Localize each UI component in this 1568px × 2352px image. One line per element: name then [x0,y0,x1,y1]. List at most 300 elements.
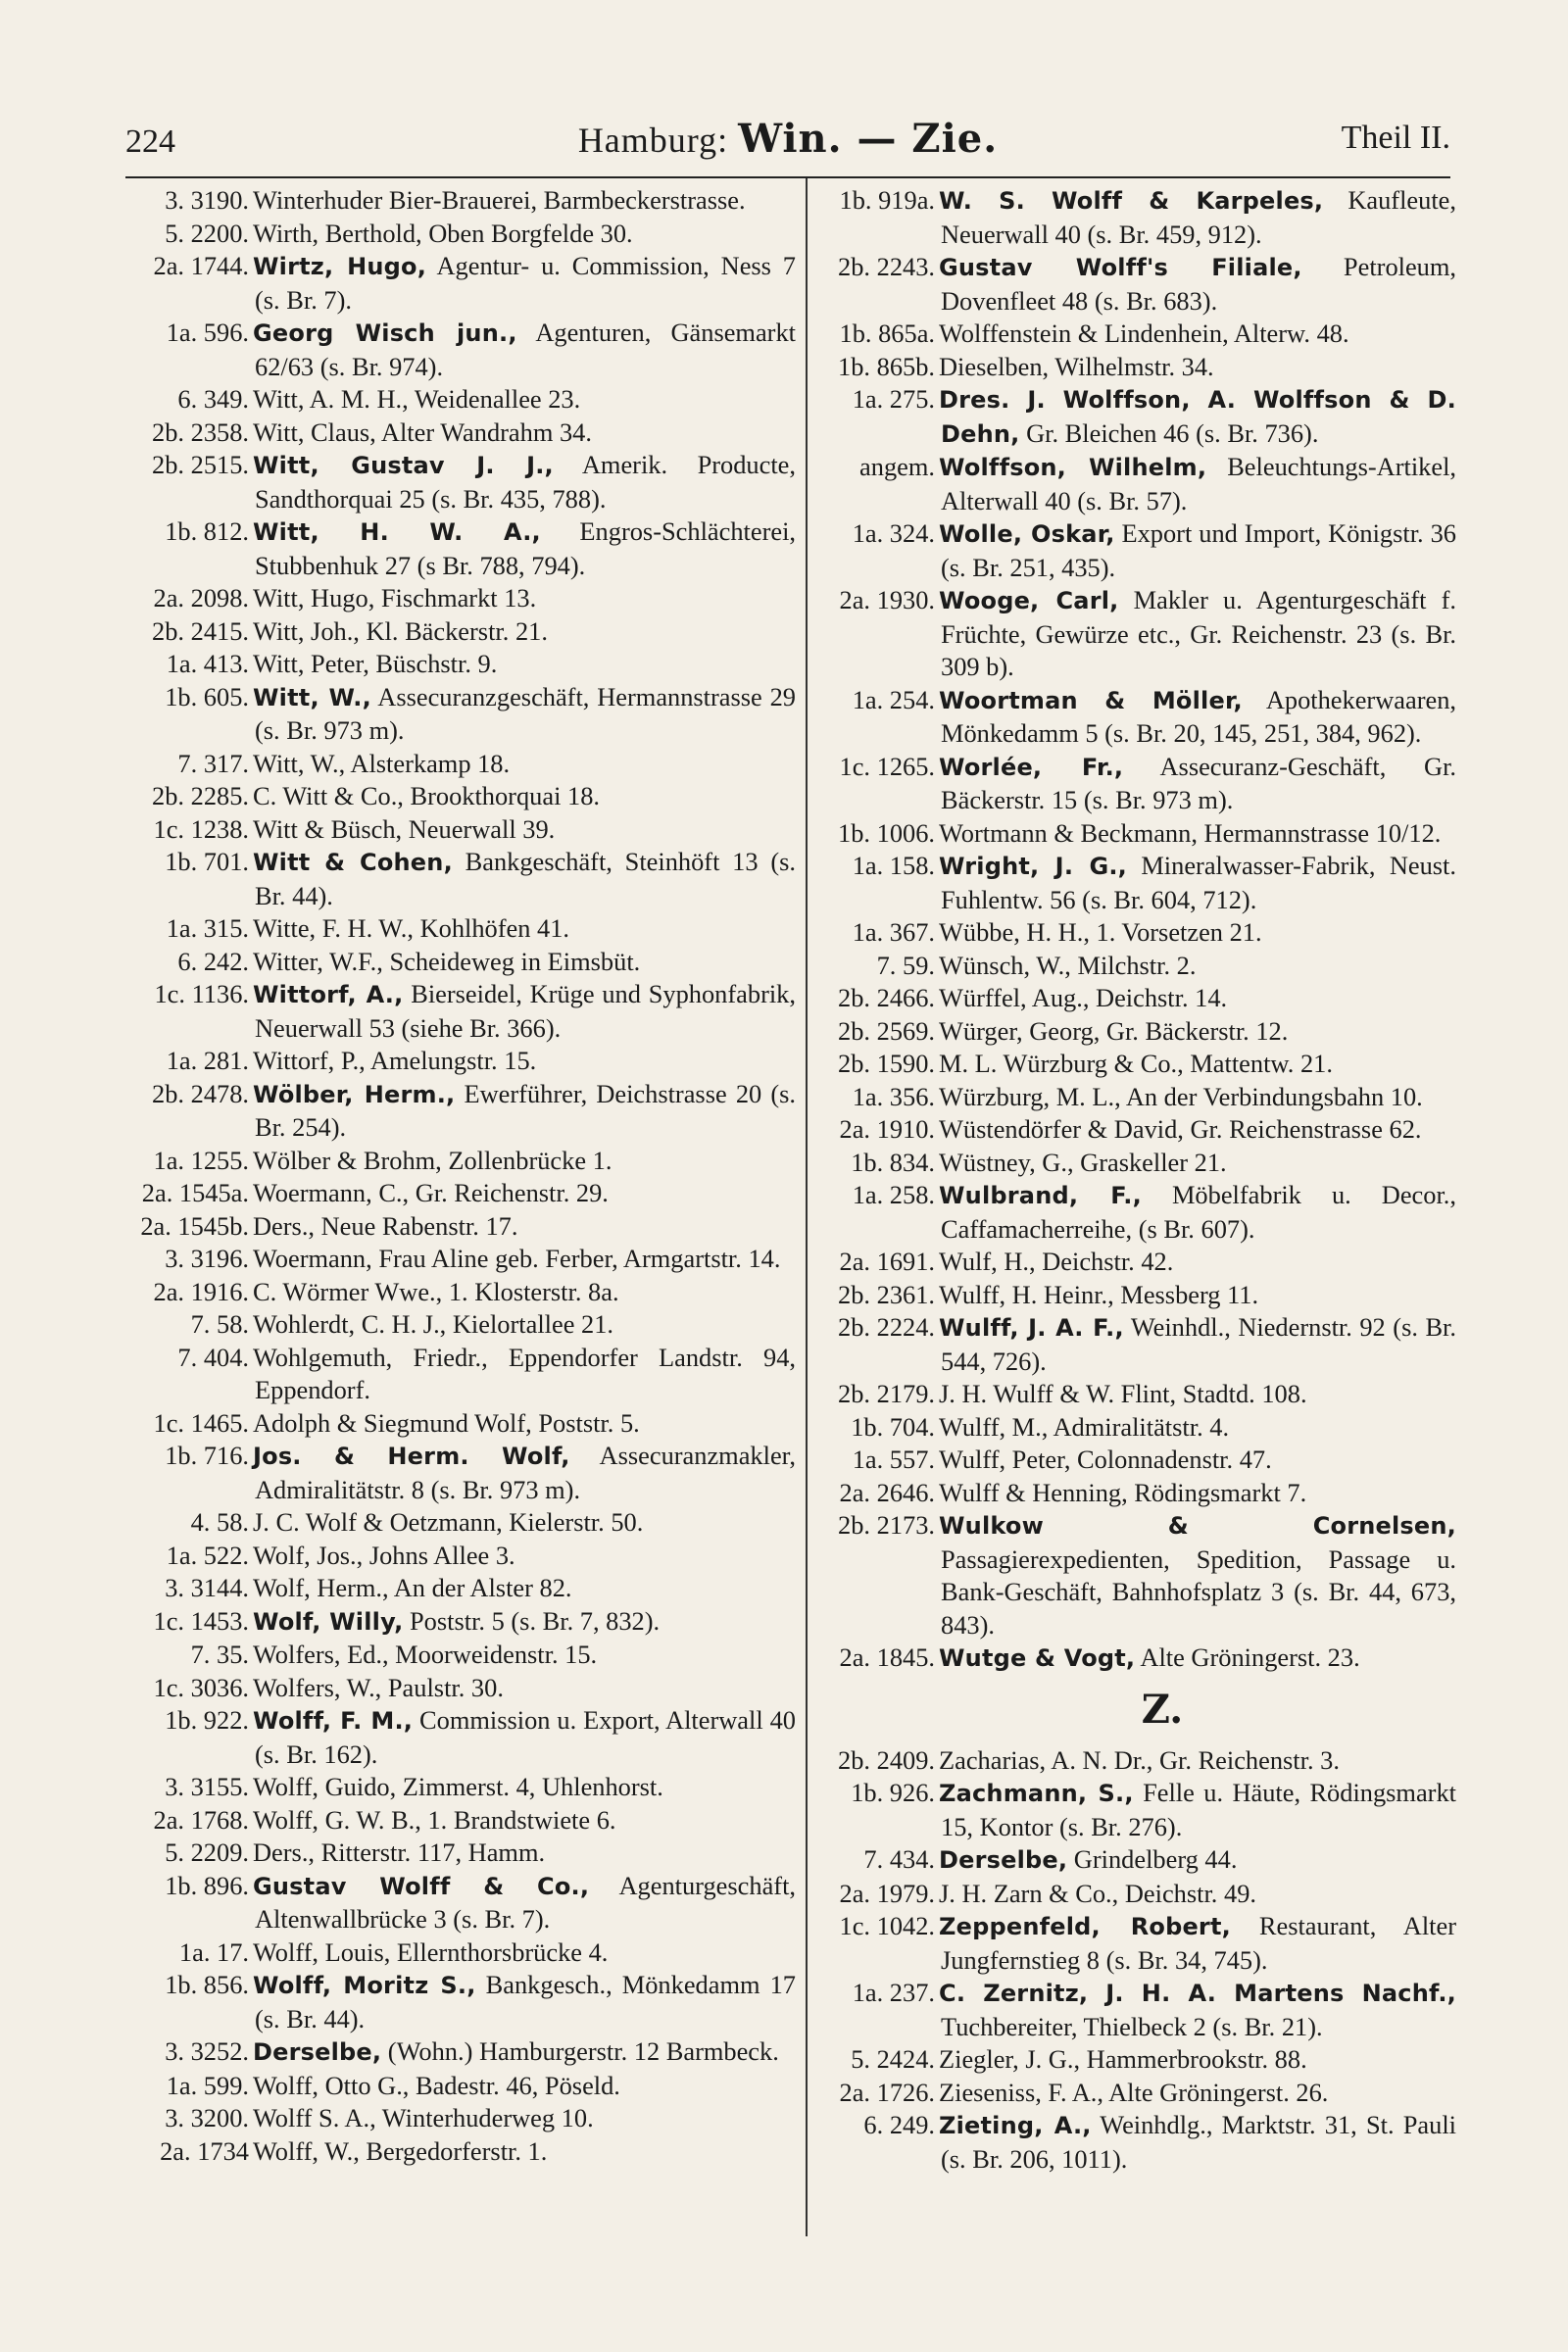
telephone-number: 1a. 324. [852,518,935,548]
directory-entry [809,1777,1456,1843]
firm-name: Derselbe, [939,1846,1068,1874]
telephone-number: 1a. 258. [852,1180,935,1209]
directory-entry [120,1936,796,1970]
entry-text: Würger, Georg, Gr. Bäckerstr. 12. [939,1015,1289,1046]
telephone-number: 7. 58. [190,1309,249,1339]
header-rule [125,176,1450,178]
directory-entry [809,1015,1456,1049]
telephone-number: 1b. 605. [165,681,249,711]
directory-entry [809,1509,1456,1642]
firm-name: Zachmann, S., [939,1780,1134,1807]
firm-name: Wirtz, Hugo, [253,253,427,280]
entry-text: Wolfers, Ed., Moorweidenstr. 15. [253,1640,598,1669]
directory-entry [809,1048,1456,1081]
telephone-number: 1a. 557. [852,1445,935,1474]
telephone-number: 2a. 1545a. [141,1178,249,1207]
directory-entry [809,1081,1456,1114]
directory-entry [809,916,1456,950]
telephone-number: 2a. 1734 [160,2135,249,2166]
entry-text: Wolff S. A., Winterhuderweg 10. [253,2103,594,2132]
entry-text: Tuchbereiter, Thielbeck 2 (s. Br. 21). [941,2011,1323,2041]
directory-entry [120,1605,796,1640]
entry-text: Wohlerdt, C. H. J., Kielortallee 21. [253,1309,613,1339]
telephone-number: 1a. 237. [852,1978,935,2007]
directory-entry [120,1572,796,1605]
telephone-number: 2b. 1590. [838,1049,935,1078]
entry-text: Agenturgeschäft, Altenwallbrücke 3 (s. Br. 7). [255,1870,796,1934]
entry-text: Witt, W., Alsterkamp 18. [253,748,511,778]
entry-text: Zieseniss, F. A., Alte Gröningerst. 26. [939,2077,1329,2107]
entry-text: J. H. Wulff & W. Flint, Stadtd. 108. [939,1379,1307,1408]
entry-text: Wolff, W., Bergedorferstr. 1. [253,2135,548,2166]
directory-entry [809,1977,1456,2043]
entry-text: Wulff, H. Heinr., Messberg 11. [939,1279,1259,1309]
directory-entry [120,1870,796,1936]
entry-text: Ziegler, J. G., Hammerbrookstr. 88. [939,2044,1307,2074]
telephone-number: 3. 3155. [165,1772,249,1801]
entry-text: Mineralwasser-Fabrik, Neust. Fuhlentw. 56 (s. Br. 604, 712). [941,851,1456,914]
directory-entry [120,1440,796,1506]
entry-text: Wüstendörfer & David, Gr. Reichenstrasse 62. [939,1114,1422,1144]
section-letter-z: Z. [1141,1686,1184,1733]
directory-entry [120,515,796,582]
directory-entry [120,1804,796,1838]
entry-text: Amerik. Producte, Sandthorquai 25 (s. Br. 435, 788). [255,450,796,514]
telephone-number: 1b. 812. [165,516,249,546]
directory-entry [120,1177,796,1210]
entry-text: C. Witt & Co., Brookthorquai 18. [253,781,600,810]
directory-entry [809,751,1456,817]
directory-entry [809,383,1456,451]
directory-entry [809,1279,1456,1312]
directory-entry [809,451,1456,517]
firm-name: Witt, Gustav J. J., [253,452,554,479]
entry-text: Wüstney, G., Graskeller 21. [939,1147,1227,1177]
directory-entry [809,982,1456,1015]
directory-entry [809,950,1456,983]
telephone-number: 2b. 2515. [152,450,249,479]
telephone-number: 2b. 2409. [838,1744,935,1775]
telephone-number: 1b. 834. [851,1147,935,1177]
directory-entry [120,218,796,251]
telephone-number: 2a. 1930. [839,585,935,614]
entry-text: Wolff, Otto G., Badestr. 46, Pöseld. [253,2070,620,2100]
directory-entry [809,1113,1456,1147]
directory-entry [809,184,1456,251]
entry-text: Witte, F. H. W., Kohlhöfen 41. [253,913,570,943]
firm-name: Wölber, Herm., [253,1080,456,1108]
telephone-number: 2b. 2478. [152,1078,249,1108]
firm-name: Wulbrand, F., [939,1182,1142,1209]
entry-text: Bankgesch., Mönkedamm 17 (s. Br. 44). [255,1970,797,2034]
left-column [120,184,796,2168]
directory-entry [809,1910,1456,1977]
telephone-number: 1a. 599. [166,2070,249,2100]
entry-text: Wübbe, H. H., 1. Vorsetzen 21. [939,917,1262,947]
firm-name: Jos. & Herm. Wolf, [253,1443,570,1470]
entry-text: Kaufleute, Neuerwall 40 (s. Br. 459, 912). [941,185,1456,249]
directory-entry [809,1878,1456,1911]
entry-text: Witt, Hugo, Fischmarkt 13. [253,583,537,612]
telephone-number: 2b. 2173. [838,1510,935,1540]
telephone-number: 1a. 158. [852,851,935,880]
telephone-number: 2a. 2098. [153,583,249,612]
telephone-number: 2a. 1691. [839,1247,935,1276]
directory-entry [809,251,1456,318]
telephone-number: 1c. 1238. [153,813,249,844]
entry-text: Wolffenstein & Lindenhein, Alterw. 48. [939,318,1349,348]
directory-entry [120,978,796,1045]
entry-text: Witt, Claus, Alter Wandrahm 34. [253,416,592,447]
directory-entry [120,1771,796,1804]
firm-name: W. S. Wolff & Karpeles, [939,187,1324,215]
telephone-number: 2b. 2358. [152,416,249,447]
telephone-number: 1b. 856. [165,1970,249,1999]
firm-name: C. Zernitz, J. H. A. Martens Nachf., [939,1980,1456,2007]
directory-entry [120,813,796,847]
right-column-z-entries [809,1744,1456,2177]
firm-name: Wutge & Vogt, [939,1644,1136,1672]
entry-text: Gr. Bleichen 46 (s. Br. 736). [1019,417,1319,448]
telephone-number: 3. 3144. [165,1573,249,1602]
directory-entry [120,1342,796,1407]
entry-text: Alte Gröningerst. 23. [1135,1642,1360,1672]
entry-text: Zacharias, A. N. Dr., Gr. Reichenstr. 3. [939,1744,1340,1775]
directory-entry [809,1744,1456,1778]
directory-entry [809,1246,1456,1279]
entry-text: Wolff, Louis, Ellernthorsbrücke 4. [253,1936,609,1967]
entry-text: Commission u. Export, Alterwall 40 (s. Br. 162). [255,1705,796,1769]
directory-entry [120,184,796,218]
telephone-number: 1a. 522. [166,1540,249,1570]
directory-entry [809,850,1456,916]
telephone-number: 4. 58. [190,1507,249,1537]
directory-entry [120,1210,796,1244]
telephone-number: 2a. 1726. [839,2077,935,2107]
right-column-w-entries [809,184,1456,1676]
running-title-city: Hamburg: [577,121,729,160]
telephone-number: 3. 3200. [165,2103,249,2132]
telephone-number: 6. 249. [863,2110,935,2139]
entry-text: Wolfers, W., Paulstr. 30. [253,1672,504,1702]
directory-entry [809,2109,1456,2176]
directory-entry [809,1147,1456,1180]
part-label: Theil II. [1341,120,1450,156]
telephone-number: 3. 3252. [165,2036,249,2066]
firm-name: Zeppenfeld, Robert, [939,1913,1231,1940]
directory-entry [809,2043,1456,2077]
telephone-number: 2a. 1744. [153,251,249,280]
telephone-number: 1a. 281. [166,1046,249,1075]
telephone-number: 2b. 2415. [152,615,249,646]
entry-text: M. L. Würzburg & Co., Mattentw. 21. [939,1049,1333,1078]
firm-name: Georg Wisch jun., [253,319,517,347]
firm-name: Wolff, F. M., [253,1707,414,1735]
firm-name: Witt, H. W. A., [253,518,541,546]
directory-entry [120,780,796,813]
directory-entry [809,1311,1456,1378]
directory-entry [809,1477,1456,1510]
telephone-number: 1c. 1265. [839,751,935,781]
telephone-number: 2b. 2569. [838,1015,935,1046]
telephone-number: 1a. 254. [852,684,935,714]
entry-text: Agentur- u. Commission, Ness 7 (s. Br. 7). [255,251,796,315]
entry-text: Winterhuder Bier-Brauerei, Barmbeckerstrasse. [253,185,746,215]
telephone-number: 7. 404. [177,1342,249,1372]
telephone-number: 5. 2424. [851,2044,935,2074]
telephone-number: 1c. 1453. [153,1605,249,1636]
telephone-number: 6. 242. [177,946,249,976]
entry-text: Beleuchtungs-Artikel, Alterwall 40 (s. Br. 57). [941,452,1456,515]
entry-text: Ders., Neue Rabenstr. 17. [253,1210,518,1241]
telephone-number: 2a. 1910. [839,1114,935,1144]
entry-text: Wulff & Henning, Rödingsmarkt 7. [939,1477,1307,1507]
entry-text: Wolf, Jos., Johns Allee 3. [253,1540,515,1570]
entry-text: Wortmann & Beckmann, Hermannstrasse 10/12. [939,817,1442,848]
page-number: 224 [125,123,175,160]
directory-entry [120,1145,796,1178]
telephone-number: 7. 317. [177,748,249,778]
directory-entry [120,383,796,416]
directory-entry [120,1243,796,1276]
firm-name: Wolf, Willy, [253,1607,404,1636]
telephone-number: 1b. 919a. [839,185,935,215]
entry-text: Assecuranzmakler, Admiralitätstr. 8 (s. Br. 973 m). [255,1441,796,1504]
directory-entry [120,946,796,979]
directory-entry [120,2102,796,2135]
telephone-number: 5. 2200. [165,218,249,248]
running-title [125,116,1450,162]
telephone-number: 2a. 1768. [153,1804,249,1835]
right-column [809,184,1456,2176]
firm-name: Gustav Wolff & Co., [253,1872,590,1900]
entry-text: Assecuranzgeschäft, Hermannstrasse 29 (s. Br. 973 m). [255,681,796,745]
directory-entry [809,1411,1456,1445]
directory-entry [120,1078,796,1145]
directory-entry [809,1843,1456,1878]
firm-name: Gustav Wolff's Filiale, [939,254,1302,281]
directory-entry [809,351,1456,384]
telephone-number: 2b. 2285. [152,781,249,810]
entry-text: C. Wörmer Wwe., 1. Klosterstr. 8a. [253,1276,619,1306]
telephone-number: 3. 3190. [165,185,249,215]
telephone-number: 2b. 2361. [838,1279,935,1309]
telephone-number: 1a. 1255. [153,1145,249,1175]
directory-entry [809,1444,1456,1477]
entry-text: Möbelfabrik u. Decor., Caffamacherreihe, (s Br. 607). [941,1180,1456,1244]
telephone-number: 3. 3196. [165,1244,249,1273]
entry-text: Wolff, Guido, Zimmerst. 4, Uhlenhorst. [253,1772,663,1801]
entry-text: Agenturen, Gänsemarkt 62/63 (s. Br. 974). [255,318,796,381]
directory-entry [120,1837,796,1870]
firm-name: Wright, J. G., [939,853,1127,880]
firm-name: Wulkow & Cornelsen, [939,1512,1456,1540]
page-header [125,116,1450,174]
telephone-number: 1c. 3036. [153,1672,249,1702]
entry-text: Grindelberg 44. [1067,1844,1238,1874]
entry-text: Felle u. Häute, Rödingsmarkt 15, Kontor (s. Br. 276). [941,1778,1456,1841]
telephone-number: 1b. 865a. [839,318,935,348]
telephone-number: 2a. 2646. [839,1477,935,1507]
entry-text: Weinhdl., Niedernstr. 92 (s. Br. 544, 726). [941,1312,1456,1376]
directory-entry [809,517,1456,584]
entry-text: Wirth, Berthold, Oben Borgfelde 30. [253,218,633,248]
directory-entry [120,2035,796,2070]
directory-entry [120,416,796,450]
telephone-number: 1b. 704. [851,1411,935,1442]
firm-name: Woortman & Möller, [939,686,1243,714]
telephone-number: 1a. 596. [166,318,249,347]
entry-text: Woermann, Frau Aline geb. Ferber, Armgartstr. 14. [253,1244,781,1273]
telephone-number: 2a. 1545b. [140,1210,249,1241]
directory-entry [120,1276,796,1309]
firm-name: Wulff, J. A. F., [939,1314,1124,1342]
entry-text: Witt & Büsch, Neuerwall 39. [253,813,556,844]
firm-name: Worlée, Fr., [939,753,1124,781]
entry-text: Passagierexpedienten, Spedition, Passage u. Bank-Geschäft, Bahnhofsplatz 3 (s. Br. 44, 673, 843). [941,1544,1456,1640]
entry-text: Witter, W.F., Scheideweg in Eimsbüt. [253,946,641,976]
entry-text: Ewerführer, Deichstrasse 20 (s. Br. 254). [255,1078,797,1142]
directory-entry [809,2077,1456,2110]
entry-text: Würzburg, M. L., An der Verbindungsbahn 10. [939,1081,1423,1111]
firm-name: Dres. J. Wolffson, A. Wolffson & D. Dehn, [939,386,1456,448]
directory-entry [809,817,1456,851]
telephone-number: 5. 2209. [165,1838,249,1867]
firm-name: Wooge, Carl, [939,587,1119,614]
telephone-number: 7. 59. [876,950,935,980]
entry-text: Bierseidel, Krüge und Syphonfabrik, Neuerwall 53 (siehe Br. 366). [255,979,796,1043]
directory-entry [809,1179,1456,1246]
entry-text: Witt, Joh., Kl. Bäckerstr. 21. [253,615,548,646]
directory-entry [120,1506,796,1540]
entry-text: Makler u. Agenturgeschäft f. Früchte, Gewürze etc., Gr. Reichenstr. 23 (s. Br. 309 b). [941,585,1456,681]
entry-text: Poststr. 5 (s. Br. 7, 832). [403,1605,661,1636]
firm-name: Wolff, Moritz S., [253,1972,476,1999]
firm-name: Derselbe, [253,2038,382,2066]
entry-text: Wittorf, P., Amelungstr. 15. [253,1046,537,1075]
entry-text: Engros-Schlächterei, Stubbenhuk 27 (s Br. 788, 794). [255,516,797,580]
entry-text: Restaurant, Alter Jungfernstieg 8 (s. Br. 34, 745). [941,1911,1457,1975]
entry-text: Apothekerwaaren, Mönkedamm 5 (s. Br. 20, 145, 251, 384, 962). [941,684,1456,748]
directory-entry [809,584,1456,684]
entry-text: J. H. Zarn & Co., Deichstr. 49. [939,1878,1256,1908]
directory-entry [120,748,796,781]
telephone-number: 1a. 367. [852,917,935,947]
entry-text: Wolf, Herm., An der Alster 82. [253,1573,572,1602]
telephone-number: 1c. 1465. [153,1407,249,1438]
directory-entry [120,1969,796,2035]
telephone-number: 1a. 275. [852,384,935,414]
telephone-number: 1b. 1006. [838,817,935,848]
entry-text: Witt, Peter, Büschstr. 9. [253,649,498,678]
telephone-number: 2b. 2224. [838,1312,935,1342]
entry-text: Weinhdlg., Marktstr. 31, St. Pauli (s. Br. 206, 1011). [941,2110,1456,2174]
firm-name: Wolle, Oskar, [939,520,1115,548]
firm-name: Wolffson, Wilhelm, [939,454,1207,481]
entry-text: Wünsch, W., Milchstr. 2. [939,950,1197,980]
directory-entry [120,582,796,615]
directory-entry [120,648,796,681]
directory-entry [120,250,796,317]
telephone-number: 2b. 2466. [838,983,935,1012]
telephone-number: 1b. 716. [165,1441,249,1470]
firm-name: Zieting, A., [939,2112,1092,2139]
entry-text: Wölber & Brohm, Zollenbrücke 1. [253,1145,612,1175]
entry-text: Bankgeschäft, Steinhöft 13 (s. Br. 44). [255,847,796,910]
entry-text: Ders., Ritterstr. 117, Hamm. [253,1838,546,1867]
directory-entry [120,1540,796,1573]
directory-entry [120,1308,796,1342]
entry-text: Assecuranz-Geschäft, Gr. Bäckerstr. 15 (s. Br. 973 m). [941,751,1457,814]
directory-entry [809,1378,1456,1411]
directory-entry [120,1704,796,1771]
telephone-number: 1a. 356. [852,1081,935,1111]
firm-name: Witt, W., [253,683,371,711]
entry-text: Woermann, C., Gr. Reichenstr. 29. [253,1178,609,1207]
telephone-number: 1b. 896. [165,1870,249,1900]
telephone-number: 2a. 1916. [153,1276,249,1306]
directory-entry [809,684,1456,751]
telephone-number: 1b. 865b. [838,351,935,381]
firm-name: Wittorf, A., [253,981,404,1008]
directory-entry [120,2070,796,2103]
telephone-number: 2b. 2243. [838,252,935,281]
telephone-number: 1b. 922. [165,1705,249,1735]
firm-name: Witt & Cohen, [253,849,453,876]
entry-text: Petroleum, Dovenfleet 48 (s. Br. 683). [941,252,1457,316]
telephone-number: 1b. 701. [165,847,249,876]
directory-entry [120,681,796,748]
directory-entry [120,615,796,649]
entry-text: J. C. Wolf & Oetzmann, Kielerstr. 50. [253,1507,644,1537]
telephone-number: 2b. 2179. [838,1379,935,1408]
directory-entry [120,317,796,383]
directory-entry [120,1407,796,1441]
directory-entry [120,449,796,515]
telephone-number: angem. [859,452,935,481]
directory-entry [120,912,796,946]
telephone-number: 2a. 1845. [839,1642,935,1672]
directory-entry [809,1642,1456,1676]
telephone-number: 2a. 1979. [839,1878,935,1908]
directory-entry [120,1045,796,1078]
entry-text: Würffel, Aug., Deichstr. 14. [939,983,1228,1012]
directory-entry [120,846,796,912]
directory-entry [809,318,1456,351]
telephone-number: 1a. 413. [166,649,249,678]
running-title-range: Win. — Zie. [738,116,999,162]
telephone-number: 1c. 1042. [839,1911,935,1940]
entry-text: Wohlgemuth, Friedr., Eppendorfer Landstr. 94, Eppendorf. [253,1342,796,1404]
telephone-number: 7. 434. [863,1844,935,1874]
telephone-number: 6. 349. [177,384,249,414]
entry-text: Export und Import, Königstr. 36 (s. Br. 251, 435). [941,518,1456,582]
telephone-number: 1a. 315. [166,913,249,943]
telephone-number: 1a. 17. [178,1936,249,1967]
telephone-number: 1c. 1136. [154,979,249,1008]
directory-entry [120,1672,796,1705]
entry-text: Wulf, H., Deichstr. 42. [939,1247,1174,1276]
entry-text: Witt, A. M. H., Weidenallee 23. [253,384,581,414]
directory-entry [120,2135,796,2169]
directory-entry [120,1639,796,1672]
telephone-number: 1b. 926. [851,1778,935,1807]
entry-text: Wolff, G. W. B., 1. Brandstwiete 6. [253,1804,616,1835]
entry-text: Wulff, M., Admiralitätstr. 4. [939,1411,1230,1442]
entry-text: (Wohn.) Hamburgerstr. 12 Barmbeck. [381,2036,779,2066]
entry-text: Wulff, Peter, Colonnadenstr. 47. [939,1445,1272,1474]
telephone-number: 7. 35. [190,1640,249,1669]
